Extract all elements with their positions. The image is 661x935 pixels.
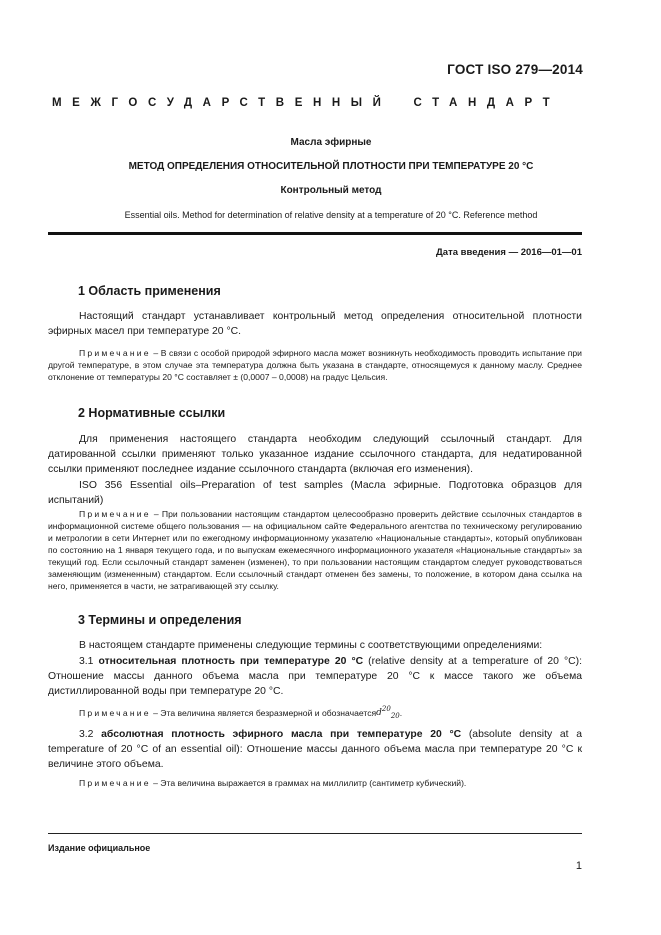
term-3-1 [48,654,582,700]
title-divider [48,232,582,235]
section-2-paragraph-1 [48,432,582,478]
official-edition-label: Издание официальное [48,843,151,853]
relative-density-symbol: $d^{20}_{20}$ [376,705,400,720]
note-text: – При пользовании настоящим стандартом целесообразно проверить действие ссылочных стандартов в информационной системе общего пользования — на официальном сайте Федерального агентства по техническому регулированию и метрологии в сети Интернет или по ежегодному информационному указателю «Национальные стандарты», который опубликован по состоянию на 1 января текущего года, и по выпускам ежемесячного информационного указателя «Национальные стандарты» за текущий год. Если ссылочный стандарт заменен (изменен), то при пользовании настоящим стандартом следует руководствоваться заменяющим (измененным) стандартом. Если ссылочный стандарт отменен без замены, то положение, в котором дана ссылка на него, применяется в части, не затрагивающей эту ссылку. [48,509,582,591]
intro-date-value: — 2016—01—01 [508,247,582,258]
note-label: Примечание [79,708,151,718]
title-line-2: МЕТОД ОПРЕДЕЛЕНИЯ ОТНОСИТЕЛЬНОЙ ПЛОТНОСТИ ПРИ ТЕМПЕРАТУРЕ 20 °С [128,161,534,172]
english-title: Essential oils. Method for determination of relative density at a temperature of 20 °C. Reference method [124,210,538,220]
note-text: – Эта величина выражается в граммах на миллилитр (сантиметр кубический). [150,778,467,788]
term-3-2-note [48,777,582,789]
term-3-2-definition: (absolute density at a temperature of 20 °C of an essential oil): Отношение массы данного объема масла при температуре 20 °С к величине этого объема. [48,729,583,771]
footer-divider [48,833,582,834]
section-3-heading: 3 Термины и определения [78,613,242,627]
section-2-text-2: ISO 356 Essential oils–Preparation of test samples (Масла эфирные. Подготовка образцов для испытаний) [48,480,582,507]
section-2-heading: 2 Нормативные ссылки [78,406,226,420]
interstate-standard-banner [52,97,567,109]
document-code: ГОСТ ISO 279—2014 [447,62,583,77]
section-1-paragraph [48,309,582,339]
section-1-text: Настоящий стандарт устанавливает контрольный метод определения относительной плотности эфирных масел при температуре 20 °С. [48,311,582,338]
section-2-note [48,508,582,592]
intro-date [436,247,582,258]
banner-word-2: СТАНДАРТ [413,97,561,109]
page-number: 1 [575,860,582,872]
section-2-text-1: Для применения настоящего стандарта необходим следующий ссылочный стандарт. Для датированной ссылки применяют только указанное издание ссылочного стандарта, для недатированной ссылки применяют последнее издание ссылочного стандарта (включая его изменения). [48,434,582,476]
term-3-1-note: Примечание – Эта величина является безразмерной и обозначаетсяd$^{20}_{20}$. [79,705,403,720]
term-3-2 [48,727,582,773]
banner-word-1: МЕЖГОСУДАРСТВЕННЫЙ [52,97,392,109]
section-1-heading: 1 Область применения [78,284,221,298]
section-3-paragraph [48,638,582,653]
term-3-1-definition: (relative density at a temperature of 20 °C): Отношение массы данного объема масла при температуре 20 °С к массе такого же объема дистиллированной воды при температуре 20 °С. [48,656,583,698]
section-2-paragraph-2 [48,478,582,508]
note-label: Примечание [79,778,151,788]
section-3-text: В настоящем стандарте применены следующие термины с соответствующими определениями: [79,640,543,651]
intro-date-label: Дата введения [436,247,506,258]
title-line-1: Масла эфирные [290,137,372,148]
term-3-1-name: относительная плотность при температуре 20 °С [98,656,364,667]
note-label: Примечание [79,509,151,519]
term-3-1-number: 3.1 [79,656,94,667]
note-label: Примечание [79,348,151,358]
note-text: – В связи с особой природой эфирного масла может возникнуть необходимость проводить испытание при другой температуре, в этом случае эта температура должна быть указана в стандарте, относящемуся к данному маслу. Среднее отклонение от температуры 20 °С составляет ± (0,0007 – 0,0008) на градус Цельсия. [48,348,582,382]
term-3-2-name: абсолютная плотность эфирного масла при температуре 20 °С [101,729,462,740]
term-3-2-number: 3.2 [79,729,94,740]
section-1-note [48,347,582,383]
note-text: – Эта величина является безразмерной и обозначается [150,708,377,718]
title-line-3: Контрольный метод [280,185,382,196]
